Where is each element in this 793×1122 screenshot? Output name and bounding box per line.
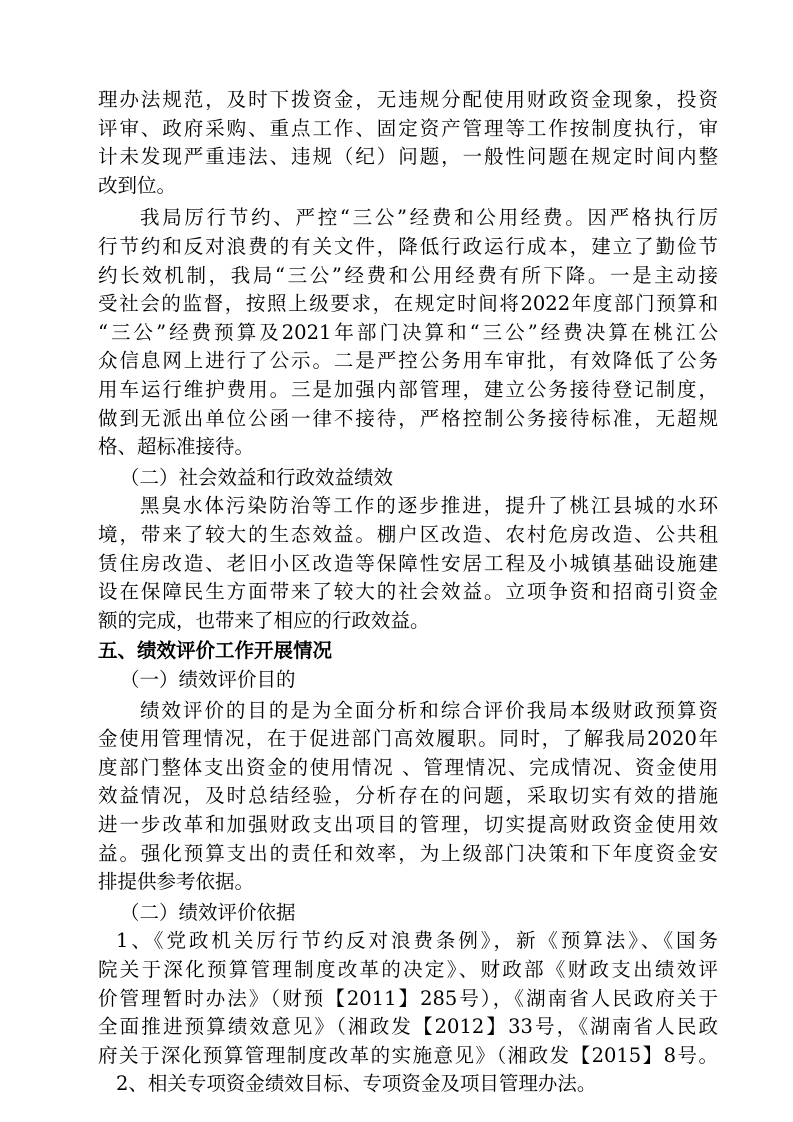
text-line: 计未发现严重违法、违规（纪）问题，一般性问题在规定时间内整: [98, 145, 718, 169]
text-line: 用车运行维护费用。三是加强内部管理，建立公务接待登记制度，: [98, 378, 718, 401]
text-line: 行节约和反对浪费的有关文件，降低行政运行成本，建立了勤俭节: [98, 235, 718, 258]
text-line: 益。强化预算支出的责任和效率，为上级部门决策和下年度资金安: [98, 841, 718, 865]
paragraph-start-line: 2、相关专项资金绩效目标、专项资金及项目管理办法。: [116, 1072, 597, 1096]
text-line: 境，带来了较大的生态效益。棚户区改造、农村危房改造、公共租: [98, 523, 718, 546]
text-line: 评审、政府采购、重点工作、固定资产管理等工作按制度执行，审: [98, 116, 718, 140]
paragraph-start-line: 黑臭水体污染防治等工作的逐步推进，提升了桃江县城的水环: [140, 494, 718, 518]
subsection-heading: （二）绩效评价依据: [120, 900, 296, 924]
text-line: 金使用管理情况，在于促进部门高效履职。同时，了解我局2020年: [98, 727, 718, 751]
text-line: 额的完成，也带来了相应的行政效益。: [98, 608, 430, 632]
text-line: 受社会的监督，按照上级要求，在规定时间将2022年度部门预算和: [98, 292, 718, 316]
paragraph-start-line: 绩效评价的目的是为全面分析和综合评价我局本级财政预算资: [140, 698, 718, 722]
paragraph-start-line: 1、《党政机关厉行节约反对浪费条例》，新《预算法》、《国务: [116, 929, 718, 953]
text-line: 格、超标准接待。: [98, 435, 255, 459]
text-line: 排提供参考依据。: [98, 870, 255, 894]
text-line: “三公”经费预算及2021年部门决算和“三公”经费决算在桃江公: [98, 320, 718, 344]
text-line: 度部门整体支出资金的使用情况 、管理情况、完成情况、资金使用: [98, 755, 718, 779]
text-line: 改到位。: [98, 173, 177, 197]
text-line: 进一步改革和加强财政支出项目的管理，切实提高财政资金使用效: [98, 813, 718, 836]
text-line: 效益情况，及时总结经验，分析存在的问题，采取切实有效的措施: [98, 784, 718, 808]
text-line: 约长效机制，我局“三公”经费和公用经费有所下降。一是主动接: [98, 263, 718, 287]
text-line: 府关于深化预算管理制度改革的实施意见》（湘政发【2015】8号。: [98, 1043, 718, 1067]
text-line: 全面推进预算绩效意见》（湘政发【2012】33号，《湖南省人民政: [98, 1015, 718, 1039]
text-line: 众信息网上进行了公示。二是严控公务用车审批，有效降低了公务: [98, 349, 718, 373]
text-line: 价管理暂时办法》（财预【2011】285号），《湖南省人民政府关于: [98, 986, 718, 1010]
paragraph-start-line: 我局厉行节约、严控“三公”经费和公用经费。因严格执行厉: [140, 206, 718, 230]
section-heading: 五、绩效评价工作开展情况: [98, 639, 333, 663]
text-line: 设在保障民生方面带来了较大的社会效益。立项争资和招商引资金: [98, 580, 718, 604]
subsection-heading: （二）社会效益和行政效益绩效: [120, 465, 394, 489]
text-line: 理办法规范，及时下拨资金，无违规分配使用财政资金现象，投资: [98, 88, 718, 111]
text-line: 院关于深化预算管理制度改革的决定》、财政部《财政支出绩效评: [98, 958, 718, 981]
text-line: 赁住房改造、老旧小区改造等保障性安居工程及小城镇基础设施建: [98, 551, 718, 575]
text-line: 做到无派出单位公函一律不接待，严格控制公务接待标准，无超规: [98, 406, 718, 430]
subsection-heading: （一）绩效评价目的: [120, 668, 296, 691]
